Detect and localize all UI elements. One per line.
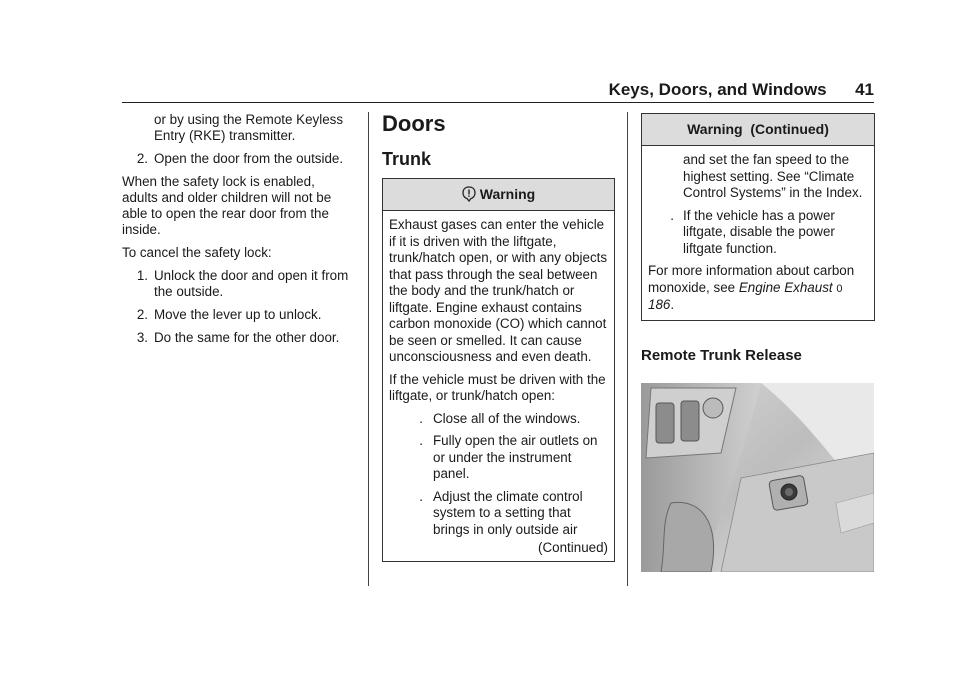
warning-box	[382, 178, 615, 562]
page-ref-icon: 0	[836, 282, 843, 295]
list-item	[122, 268, 354, 300]
list-text: Open the door from the outside.	[154, 151, 344, 166]
page-number: 41	[855, 80, 874, 99]
list-text: Do the same for the other door.	[154, 330, 340, 345]
warning-paragraph: Exhaust gases can enter the vehicle if it is driven with the liftgate, trunk/hatch open, or with any objects that pass through the seal between the body and the trunk/hatch or liftgate. Engine exhaust contains carbon monoxide (CO) which cannot be seen or smelled. It can cause unconsciousness and even death.	[389, 217, 608, 364]
bullet-item	[389, 433, 608, 483]
page-reference[interactable]: 186	[648, 297, 671, 312]
bullet-icon: .	[670, 207, 674, 223]
more-info-text: For more information about carbon monoxide, see	[648, 263, 855, 295]
bullet-text: If the vehicle has a power liftgate, disable the power liftgate function.	[683, 207, 835, 256]
remote-trunk-release-heading: Remote Trunk Release	[641, 347, 802, 364]
doors-heading: Doors	[382, 111, 446, 136]
bullet-text: Adjust the climate control system to a setting that brings in only outside air	[433, 488, 583, 537]
bullet-text: Close all of the windows.	[433, 410, 581, 426]
engine-exhaust-link[interactable]: Engine Exhaust	[738, 279, 833, 295]
list-number: 2.	[136, 151, 148, 166]
warning-title: Warning (Continued)	[687, 121, 829, 137]
continued-label: (Continued)	[538, 540, 608, 555]
safety-lock-paragraph: When the safety lock is enabled, adults and older children will not be able to open the rear door from the inside.	[122, 174, 332, 237]
bullet-text: Fully open the air outlets on or under the instrument panel.	[433, 433, 598, 481]
bullet-icon: .	[419, 488, 423, 504]
more-info-paragraph	[648, 263, 868, 314]
bullet-icon: .	[419, 433, 423, 448]
warning-header	[383, 179, 614, 211]
warning-header	[642, 114, 874, 146]
list-number: 3.	[136, 330, 148, 345]
trunk-heading: Trunk	[382, 149, 432, 169]
list-item	[122, 307, 354, 323]
bullet-icon: .	[419, 410, 423, 426]
list-item	[122, 151, 354, 167]
bullet-item	[389, 411, 608, 428]
warning-title: Warning	[479, 186, 536, 202]
sentence-end: .	[670, 297, 675, 312]
column-divider	[627, 112, 628, 586]
step-continuation: or by using the Remote Keyless Entry (RKE) transmitter.	[154, 112, 344, 143]
list-text: Move the lever up to unlock.	[154, 307, 322, 322]
list-item	[122, 330, 354, 346]
list-number: 2.	[136, 307, 148, 322]
bullet-item	[389, 489, 608, 539]
warning-body	[642, 146, 874, 320]
column-divider	[368, 112, 369, 586]
cancel-lock-paragraph: To cancel the safety lock:	[122, 245, 272, 260]
page-header	[122, 80, 874, 103]
warning-box-continued	[641, 113, 875, 321]
section-title: Keys, Doors, and Windows	[608, 80, 827, 99]
list-number: 1.	[136, 268, 148, 283]
warning-paragraph: If the vehicle must be driven with the liftgate, or trunk/hatch open:	[389, 371, 606, 403]
list-text: Unlock the door and open it from the outside.	[154, 268, 349, 299]
left-column	[122, 112, 354, 353]
bullet-item	[648, 208, 868, 258]
warning-body	[383, 211, 614, 561]
warning-continuation: and set the fan speed to the highest setting. See “Climate Control Systems” in the Index.	[683, 152, 863, 200]
trunk-release-button-illustration	[641, 383, 874, 572]
warning-icon	[462, 186, 476, 202]
